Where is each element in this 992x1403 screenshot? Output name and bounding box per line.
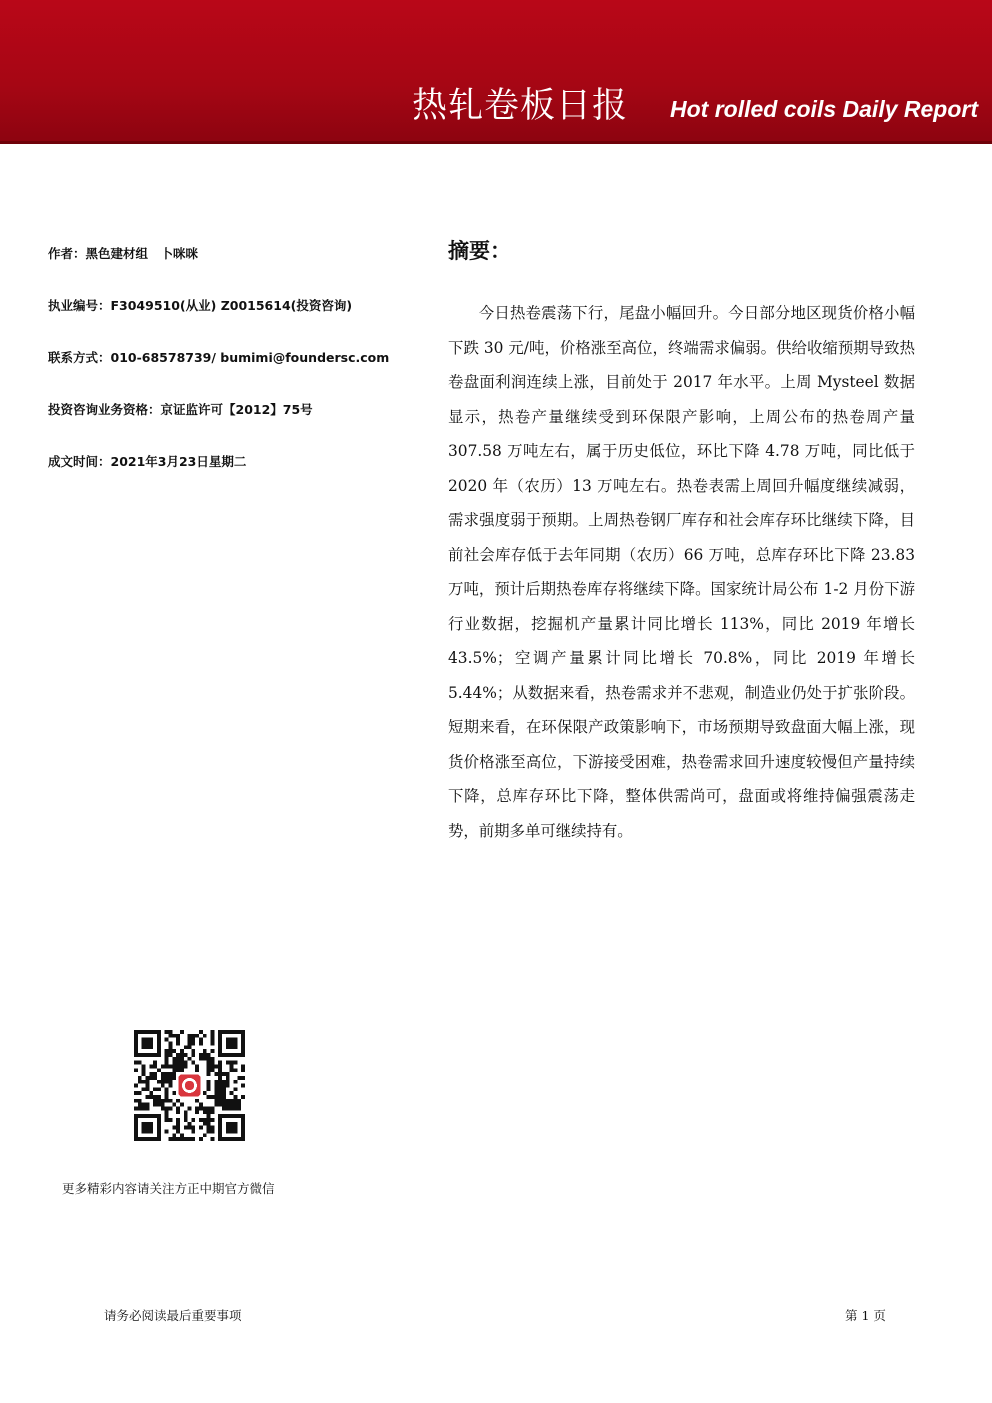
report-title-en: Hot rolled coils Daily Report	[670, 96, 978, 122]
license-number-line: 执业编号：F3049510(从业) Z0015614(投资咨询)	[48, 298, 353, 313]
header-band	[0, 0, 992, 144]
date-line: 成文时间：2021年3月23日星期二	[48, 454, 247, 469]
contact-line: 联系方式：010-68578739/ bumimi@foundersc.com	[48, 350, 390, 365]
qualification-line: 投资咨询业务资格：京证监许可【2012】75号	[48, 402, 313, 417]
qr-caption: 更多精彩内容请关注方正中期官方微信	[62, 1181, 275, 1196]
footer-notice: 请务必阅读最后重要事项	[104, 1308, 242, 1323]
summary-body: 今日热卷震荡下行，尾盘小幅回升。今日部分地区现货价格小幅下跌 30 元/吨，价格涨至高位，终端需求偏弱。供给收缩预期导致热卷盘面利润连续上涨，目前处于 2017 年水平。上周 Mysteel 数据显示，热卷产量继续受到环保限产影响，上周公布的热卷周产量 307.58 万吨左右，属于历史低位，环比下降 4.78 万吨，同比低于 2020 年（农历）13 万吨左右。热卷表需上周回升幅度继续减弱，需求强度弱于预期。上周热卷钢厂库存和社会库存环比继续下降，目前社会库存低于去年同期（农历）66 万吨，总库存环比下降 23.83 万吨，预计后期热卷库存将继续下降。国家统计局公布 1-2 月份下游行业数据，挖掘机产量累计同比增长 113%，同比 2019 年增长 43.5%；空调产量累计同比增长 70.8%，同比 2019 年增长 5.44%；从数据来看，热卷需求并不悲观，制造业仍处于扩张阶段。短期来看，在环保限产政策影响下，市场预期导致盘面大幅上涨，现货价格涨至高位，下游接受困难，热卷需求回升速度较慢但产量持续下降，总库存环比下降，整体供需尚可，盘面或将维持偏强震荡走势，前期多单可继续持有。	[448, 304, 915, 840]
author-line: 作者：黑色建材组 卜咪咪	[48, 246, 199, 261]
qr-code-icon	[134, 1030, 245, 1141]
page-number: 第 1 页	[845, 1308, 886, 1323]
summary-heading: 摘要：	[448, 239, 511, 263]
report-title-cn: 热轧卷板日报	[412, 86, 629, 126]
